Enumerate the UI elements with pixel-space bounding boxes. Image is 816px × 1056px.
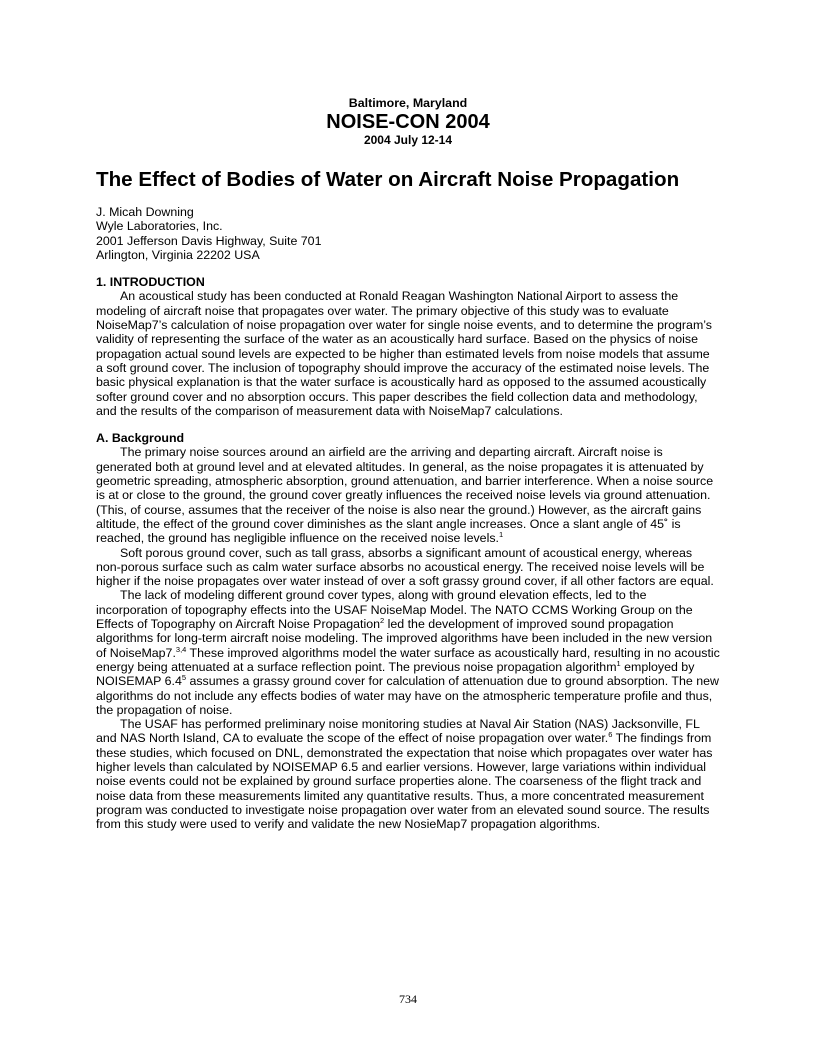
conference-dates: 2004 July 12-14 xyxy=(363,133,453,147)
paper-title: The Effect of Bodies of Water on Aircraft Noise Propagation xyxy=(96,168,680,191)
author-address-line2: Arlington, Virginia 22202 USA xyxy=(96,247,260,262)
subsection-heading-background: A. Background xyxy=(96,431,185,446)
background-p4-text-a: The USAF has performed preliminary noise monitoring studies at Naval Air Station (NAS) Jacksonville, FL and NAS North Island, CA to evaluate the scope of the effect of noise propagation over water. xyxy=(96,717,700,746)
background-p3-text-e: assumes a grassy ground cover for calculation of attenuation due to ground absorption. The new algorithms do not include any effects bodies of water may have on the atmospheric temperature profile and thus, the propagation of noise. xyxy=(96,674,719,717)
background-p3-text-b: led the development of improved sound propagation algorithms for long-term aircraft noise modeling. The improved algorithms have been included in the new version of NoiseMap7. xyxy=(96,617,713,660)
reference-marker: 6 xyxy=(608,730,613,740)
background-p4-text-b: The findings from these studies, which focused on DNL, demonstrated the expectation that noise which propagates over water has higher levels than calculated by NOISEMAP 6.5 and earlier versions. However, large variations within individual noise events could not be explained by ground surface properties alone. The coarseness of the flight track and noise data from these measurements limited any quantitative results. Thus, a more concentrated measurement program was conducted to investigate noise propagation over water from an elevated sound source. The results from this study were used to verify and validate the new NosieMap7 propagation algorithms. xyxy=(96,731,713,832)
background-paragraph-3 xyxy=(96,588,720,717)
background-p3-text-c: These improved algorithms model the water surface as acoustically hard, resulting in no acoustic energy being attenuated at a surface reflection point. The previous noise propagation algorithm xyxy=(96,645,720,674)
conference-location: Baltimore, Maryland xyxy=(348,96,468,110)
reference-marker: 5 xyxy=(181,673,187,683)
page-number: 734 xyxy=(399,992,417,1006)
reference-marker: 3,4 xyxy=(175,644,187,654)
author-organization: Wyle Laboratories, Inc. xyxy=(96,219,223,234)
reference-marker: 1 xyxy=(498,530,504,540)
background-paragraph-2: Soft porous ground cover, such as tall grass, absorbs a significant amount of acoustical energy, whereas non-porous surface such as calm water surface absorbs no acoustical energy. The received noise levels will be higher if the noise propagates over water instead of over a soft grassy ground cover, if all other factors are equal. xyxy=(96,545,714,589)
background-paragraph-1 xyxy=(96,445,720,545)
author-block xyxy=(96,205,720,262)
introduction-paragraph: An acoustical study has been conducted at Ronald Reagan Washington National Airport to assess the modeling of aircraft noise that propagates over water. The primary objective of this study was to evaluate NoiseMap7’s calculation of noise propagation over water for single noise events, and to determine the program’s validity of representing the surface of the water as an acoustically hard surface. Based on the physics of noise propagation actual sound levels are expected to be higher than estimated levels from noise models that assume a soft ground cover. The inclusion of topography should improve the accuracy of the estimated noise levels. The basic physical explanation is that the water surface is acoustically hard as opposed to the assumed acoustically softer ground cover and no absorption occurs. This paper describes the field collection data and methodology, and the results of the comparison of measurement data with NoiseMap7 calculations. xyxy=(96,289,712,418)
conference-name: NOISE-CON 2004 xyxy=(326,111,490,133)
author-name: J. Micah Downing xyxy=(96,205,194,219)
author-address-line1: 2001 Jefferson Davis Highway, Suite 701 xyxy=(96,233,322,248)
background-p3-text-a: The lack of modeling different ground cover types, along with ground elevation effects, led to the incorporation of topography effects into the USAF NoiseMap Model. The NATO CCMS Working Group on the Effects of Topography on Aircraft Noise Propagation xyxy=(96,588,693,632)
reference-marker: 2 xyxy=(380,616,385,626)
paper-page xyxy=(96,96,720,831)
reference-marker: 1 xyxy=(616,658,621,668)
background-p1-text: The primary noise sources around an airfield are the arriving and departing aircraft. Aircraft noise is generated both at ground level and at elevated altitudes. In general, as the noise propagates it is attenuated by geometric spreading, atmospheric absorption, ground attenuation, and barrier interference. When a noise source is at or close to the ground, the ground cover greatly influences the received noise levels via ground attenuation. (This, of course, assumes that the receiver of the noise is also near the ground.) However, as the aircraft gains altitude, the effect of the ground cover diminishes as the slant angle increases. Once a slant angle of 45˚ is reached, the ground has negligible influence on the received noise levels. xyxy=(96,445,714,546)
background-paragraph-4 xyxy=(96,717,720,831)
section-heading-introduction: 1. INTRODUCTION xyxy=(96,275,205,290)
background-p3-text-d: employed by NOISEMAP 6.4 xyxy=(96,659,695,689)
